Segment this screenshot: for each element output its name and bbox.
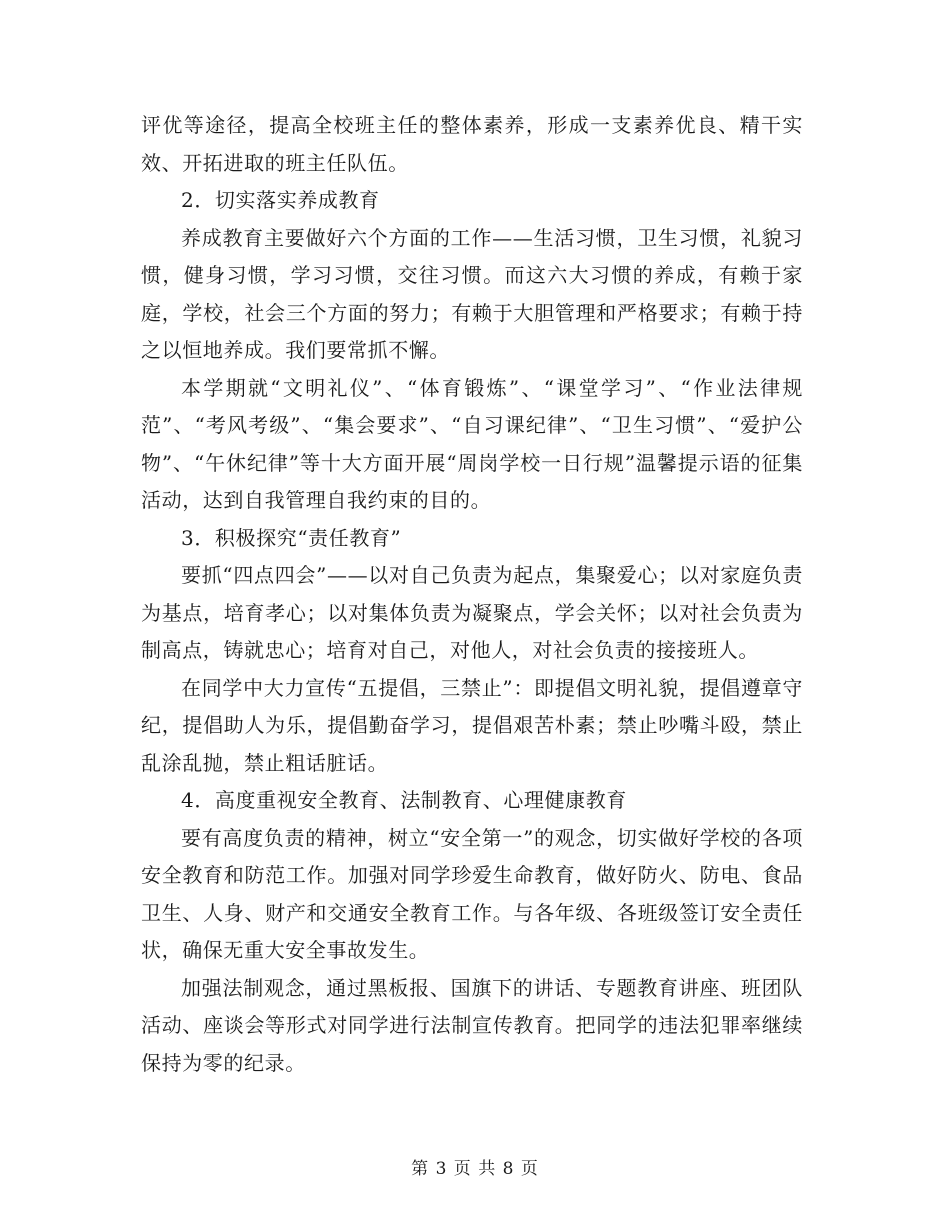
paragraph-habit-education: 养成教育主要做好六个方面的工作——生活习惯，卫生习惯，礼貌习惯，健身习惯，学习习惯，交往习惯。而这六大习惯的养成，有赖于家庭，学校，社会三个方面的努力；有赖于大胆管理和严格要求；有赖于持之以恒地养成。我们要常抓不懈。 xyxy=(141,225,803,362)
paragraph-slogan-campaign: 本学期就“文明礼仪”、“体育锻炼”、“课堂学习”、“作业法律规范”、“考风考级”、“集会要求”、“自习课纪律”、“卫生习惯”、“爱护公物”、“午休纪律”等十大方面开展“周岗学校一日行规”温馨提示语的征集活动，达到自我管理自我约束的目的。 xyxy=(141,375,803,512)
section-heading-3: 3．积极探究“责任教育” xyxy=(181,525,402,550)
paragraph-continuation: 评优等途径，提高全校班主任的整体素养，形成一支素养优良、精干实效、开拓进取的班主任队伍。 xyxy=(141,113,803,175)
section-heading-4: 4．高度重视安全教育、法制教育、心理健康教育 xyxy=(181,788,627,812)
page-number-footer: 第 3 页 共 8 页 xyxy=(411,1159,539,1179)
paragraph-legal: 加强法制观念，通过黑板报、国旗下的讲话、专题教育讲座、班团队活动、座谈会等形式对同学进行法制宣传教育。把同学的违法犯罪率继续保持为零的纪录。 xyxy=(141,975,803,1075)
paragraph-safety: 要有高度负责的精神，树立“安全第一”的观念，切实做好学校的各项安全教育和防范工作。加强对同学珍爱生命教育，做好防火、防电、食品卫生、人身、财产和交通安全教育工作。与各年级、各班级签订安全责任状，确保无重大安全事故发生。 xyxy=(141,825,803,962)
document-body xyxy=(141,107,803,1082)
paragraph-four-points: 要抓“四点四会”——以对自己负责为起点，集聚爱心；以对家庭负责为基点，培育孝心；以对集体负责为凝聚点，学会关怀；以对社会负责为制高点，铸就忠心；培育对自己，对他人，对社会负责的接接班人。 xyxy=(141,563,803,662)
paragraph-five-three: 在同学中大力宣传“五提倡，三禁止”：即提倡文明礼貌，提倡遵章守纪，提倡助人为乐，提倡勤奋学习，提倡艰苦朴素；禁止吵嘴斗殴，禁止乱涂乱抛，禁止粗话脏话。 xyxy=(141,675,803,775)
section-heading-2: 2．切实落实养成教育 xyxy=(181,188,380,212)
